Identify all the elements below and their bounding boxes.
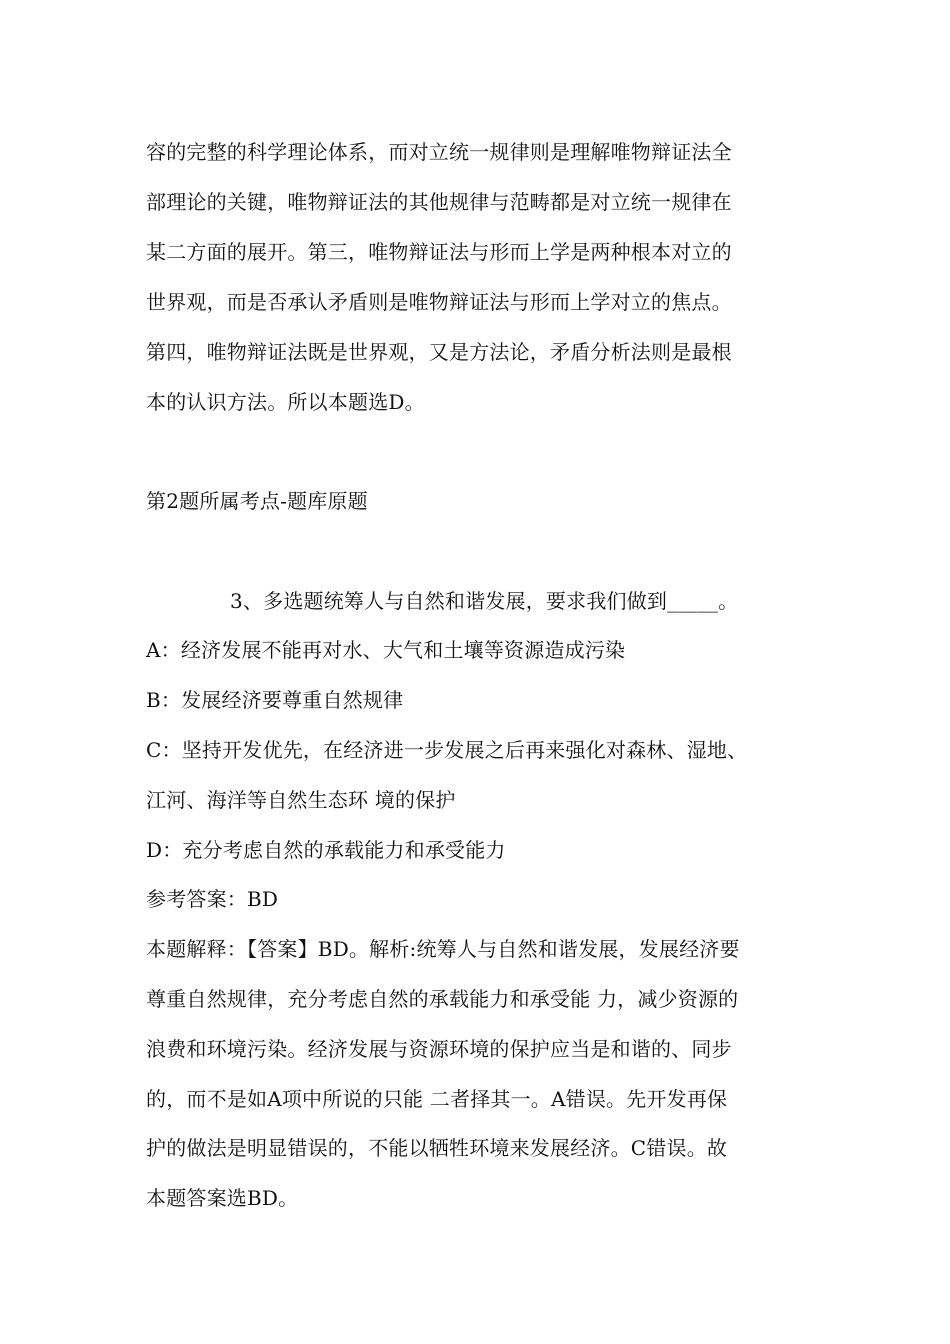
- option-b: B：发展经济要尊重自然规律: [146, 688, 404, 712]
- explanation-line: 本题答案选BD。: [146, 1186, 299, 1210]
- explanation-line: 的，而不是如A项中所说的只能 二者择其一。A错误。先开发再保: [146, 1087, 728, 1111]
- option-c-continued: 江河、海洋等自然生态环 境的保护: [146, 788, 456, 812]
- paragraph-line: 某二方面的展开。第三，唯物辩证法与形而上学是两种根本对立的: [146, 240, 732, 264]
- paragraph-line: 容的完整的科学理论体系，而对立统一规律则是理解唯物辩证法全: [146, 140, 732, 164]
- question-stem: 3、多选题统筹人与自然和谐发展，要求我们做到_____。: [230, 589, 739, 613]
- option-a: A：经济发展不能再对水、大气和土壤等资源造成污染: [146, 638, 626, 662]
- paragraph-line: 本的认识方法。所以本题选D。: [146, 390, 425, 414]
- option-d: D：充分考虑自然的承载能力和承受能力: [146, 838, 506, 862]
- paragraph-line: 部理论的关键，唯物辩证法的其他规律与范畴都是对立统一规律在: [146, 190, 732, 214]
- option-c: C：坚持开发优先，在经济进一步发展之后再来强化对森林、湿地、: [146, 738, 748, 762]
- paragraph-line: 世界观，而是否承认矛盾则是唯物辩证法与形而上学对立的焦点。: [146, 290, 732, 314]
- answer-line: 参考答案：BD: [146, 887, 279, 911]
- explanation-line: 本题解释：【答案】BD。解析:统筹人与自然和谐发展，发展经济要: [146, 937, 740, 961]
- explanation-line: 尊重自然规律，充分考虑自然的承载能力和承受能 力，减少资源的: [146, 987, 739, 1011]
- explanation-line: 浪费和环境污染。经济发展与资源环境的保护应当是和谐的、同步: [146, 1037, 732, 1061]
- section-label: 第2题所属考点-题库原题: [146, 489, 368, 513]
- paragraph-line: 第四，唯物辩证法既是世界观，又是方法论，矛盾分析法则是最根: [146, 340, 732, 364]
- explanation-line: 护的做法是明显错误的，不能以牺牲环境来发展经济。C错误。故: [146, 1136, 728, 1160]
